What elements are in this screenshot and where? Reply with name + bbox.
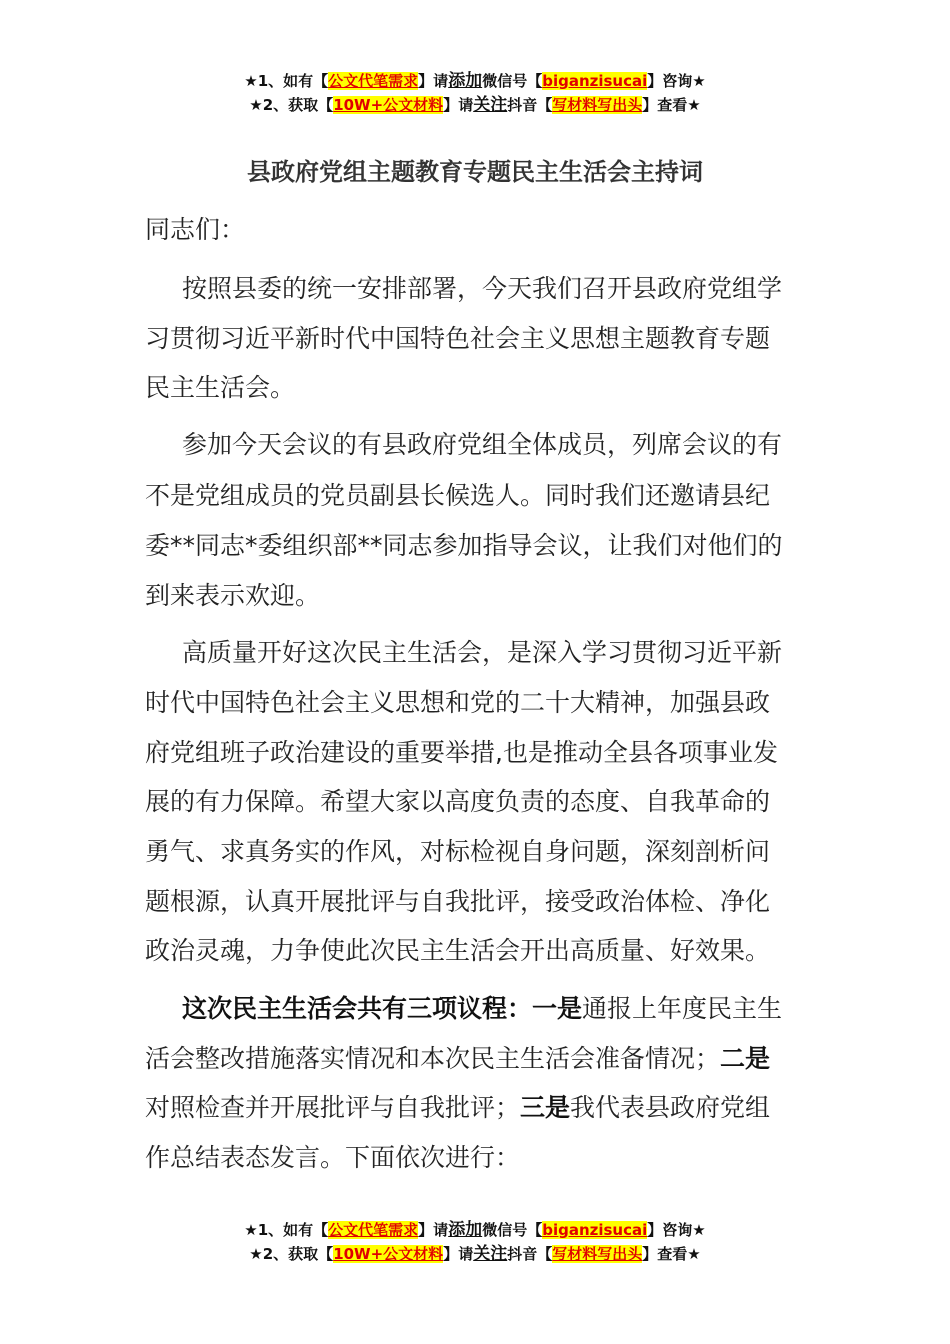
paragraph-line: 不是党组成员的党员副县长候选人。同时我们还邀请县纪 [145,481,771,510]
highlight-text: 10W+公文材料 [333,1245,444,1263]
paragraph-line: 到来表示欢迎。 [145,581,321,610]
header-banner-line-1 [0,69,950,93]
underlined-text: 关注 [473,95,508,115]
paragraph-line: 民主生活会。 [145,373,296,402]
bold-text: 三是 [520,1093,571,1122]
bold-text: 二是 [720,1044,771,1073]
document-title: 县政府党组主题教育专题民主生活会主持词 [247,158,703,186]
paragraph-line: 委**同志*委组织部**同志参加指导会议，让我们对他们的 [145,531,783,560]
highlight-text: 公文代笔需求 [328,72,419,90]
bold-text: 这次民主生活会共有三项议程：一是 [182,994,583,1023]
paragraph-line [145,1044,770,1074]
paragraph-line: 展的有力保障。希望大家以高度负责的态度、自我革命的 [145,787,771,816]
paragraph-line: 参加今天会议的有县政府党组全体成员，列席会议的有 [182,430,783,459]
paragraph-line: 政治灵魂，力争使此次民主生活会开出高质量、好效果。 [145,936,771,965]
banner-text: ★1、如有【 [244,72,329,90]
banner-text: 】请 [443,1245,474,1263]
footer-banner-line-1 [0,1218,950,1242]
underlined-text: 关注 [473,1244,508,1264]
banner-text: 抖音【 [507,96,553,114]
highlight-text: 10W+公文材料 [333,96,444,114]
text: 通报上年度民主生 [582,994,783,1023]
paragraph-line [145,1093,770,1123]
paragraph-line: 题根源，认真开展批评与自我批评，接受政治体检、净化 [145,887,771,916]
paragraph-line: 高质量开好这次民主生活会，是深入学习贯彻习近平新 [182,638,783,667]
banner-text: 】查看★ [642,96,701,114]
banner-text: 微信号【 [482,1221,543,1239]
banner-text: ★2、获取【 [249,1245,334,1263]
banner-text: 】请 [418,1221,449,1239]
text: 对照检查并开展批评与自我批评； [145,1093,521,1122]
banner-text: ★2、获取【 [249,96,334,114]
underlined-text: 添加 [448,71,483,91]
footer-banner-line-2 [0,1242,950,1266]
highlight-text: 写材料写出头 [552,1245,643,1263]
banner-text: 】请 [418,72,449,90]
highlight-text: 公文代笔需求 [328,1221,419,1239]
banner-text: 】咨询★ [647,72,706,90]
paragraph-line: 府党组班子政治建设的重要举措,也是推动全县各项事业发 [145,738,778,767]
paragraph-line [182,994,782,1024]
banner-text: 】咨询★ [647,1221,706,1239]
paragraph-line: 习贯彻习近平新时代中国特色社会主义思想主题教育专题 [145,324,771,353]
header-banner-line-2 [0,93,950,117]
text: 活会整改措施落实情况和本次民主生活会准备情况； [145,1044,721,1073]
paragraph-line: 勇气、求真务实的作风，对标检视自身问题，深刻剖析问 [145,837,771,866]
highlight-text: biganzisucai [542,72,648,90]
highlight-text: biganzisucai [542,1221,648,1239]
banner-text: 抖音【 [507,1245,553,1263]
underlined-text: 添加 [448,1220,483,1240]
banner-text: 】请 [443,96,474,114]
paragraph-line: 按照县委的统一安排部署，今天我们召开县政府党组学 [182,274,783,303]
highlight-text: 写材料写出头 [552,96,643,114]
banner-text: 】查看★ [642,1245,701,1263]
greeting: 同志们： [145,215,246,244]
paragraph-line: 时代中国特色社会主义思想和党的二十大精神，加强县政 [145,688,771,717]
banner-text: ★1、如有【 [244,1221,329,1239]
paragraph-line: 作总结表态发言。下面依次进行： [145,1143,521,1172]
banner-text: 微信号【 [482,72,543,90]
text: 我代表县政府党组 [570,1093,771,1122]
